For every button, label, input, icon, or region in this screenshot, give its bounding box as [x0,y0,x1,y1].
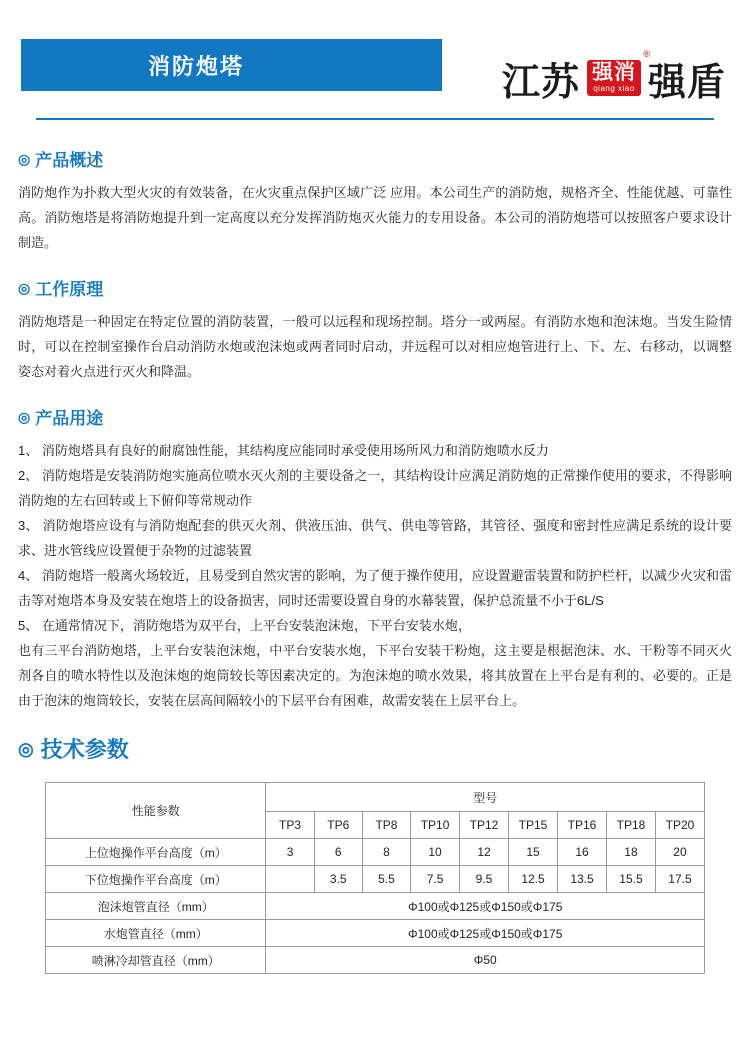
page-header [18,0,732,126]
paragraph: 2、 消防炮塔是安装消防炮实施高位喷水灭火剂的主要设备之一，其结构设计应满足消防炮的正常操作使用的要求，不得影响消防炮的左右回转或上下俯仰等常规动作 [18,468,732,508]
circle-bullet-icon: ◎ [18,150,31,167]
table-row [46,920,705,947]
section-product-overview [18,146,732,255]
page-title: 消防炮塔 [148,53,245,79]
row-label: 上位炮操作平台高度（m） [46,839,266,866]
paragraph: 1、 消防炮塔具有良好的耐腐蚀性能，其结构度应能同时承受使用场所风力和消防炮喷水反力 [18,443,549,458]
row-label: 喷淋冷却管直径（mm） [46,947,266,974]
section-body [18,438,732,713]
model-cell: TP18 [606,812,655,839]
data-cell [266,866,314,893]
section-body [18,309,732,384]
model-cell: TP3 [266,812,314,839]
data-cell: 7.5 [411,866,460,893]
model-header-cell: 型号 [266,783,705,812]
section-title: 产品概述 [35,151,104,170]
table-row [46,866,705,893]
model-cell: TP10 [411,812,460,839]
section-heading [18,733,732,764]
model-cell: TP20 [655,812,704,839]
data-cell-merged: Φ50 [266,947,705,974]
section-heading [18,146,732,171]
section-product-uses [18,404,732,713]
circle-bullet-icon: ◎ [18,408,31,425]
data-cell-merged: Φ100或Φ125或Φ150或Φ175 [266,893,705,920]
section-title: 技术参数 [40,737,129,762]
row-label: 水炮管直径（mm） [46,920,266,947]
data-cell: 13.5 [558,866,607,893]
section-technical-parameters [18,733,732,974]
header-divider [36,118,714,120]
row-label: 泡沫炮管直径（mm） [46,893,266,920]
paragraph: 3、 消防炮塔应设有与消防炮配套的供灭火剂、供液压油、供气、供电等管路，其管径、强度和密封性应满足系统的设计要求、进水管线应设置便于杂物的过滤装置 [18,518,732,558]
paragraph: 4、 消防炮塔一般离火场较近，且易受到自然灾害的影响，为了便于操作使用，应设置避雷装置和防护栏杆，以减少火灾和雷击等对炮塔本身及安装在炮塔上的设备损害，同时还需要设置自身的水幕装置，保护总流量不小于6L/S [18,568,732,608]
data-cell: 12 [460,839,509,866]
data-cell: 3.5 [314,866,362,893]
brand-text-left: 江苏 [501,61,580,104]
brand-text-right: 强盾 [647,61,726,104]
table-row [46,893,705,920]
data-cell: 8 [362,839,410,866]
table-row [46,783,705,812]
spec-table [45,782,705,974]
data-cell-merged: Φ100或Φ125或Φ150或Φ175 [266,920,705,947]
model-cell: TP12 [460,812,509,839]
page-title-banner [21,39,442,91]
row-label: 下位炮操作平台高度（m） [46,866,266,893]
section-title: 工作原理 [35,280,104,299]
data-cell: 6 [314,839,362,866]
data-cell: 20 [655,839,704,866]
data-cell: 15.5 [606,866,655,893]
param-header-cell: 性能参数 [46,783,266,839]
data-cell: 18 [606,839,655,866]
model-cell: TP8 [362,812,410,839]
section-working-principle [18,275,732,384]
section-body [18,180,732,255]
model-cell: TP6 [314,812,362,839]
table-row [46,839,705,866]
paragraph: 也有三平台消防炮塔，上平台安装泡沫炮，中平台安装水炮，下平台安装干粉炮，这主要是根据泡沫、水、干粉等不同灭火剂各自的喷水特性以及泡沫炮的炮筒较长等因素决定的。为泡沫炮的喷水效果，将其放置在上平台是有利的、必要的。正是由于泡沫的炮筒较长，安装在层高间隔较小的下层平台有困难，故需安装在上层平台上。 [18,643,732,708]
data-cell: 9.5 [460,866,509,893]
circle-bullet-icon: ◎ [18,279,31,296]
company-logo [502,50,726,106]
circle-bullet-icon: ◎ [18,738,34,759]
section-heading [18,404,732,429]
paragraph: 消防炮作为扑救大型火灾的有效装备，在火灾重点保护区域广泛 应用。本公司生产的消防炮，规格齐全、性能优越、可靠性高。消防炮塔是将消防炮提升到一定高度以充分发挥消防炮灭火能力的专用设备。本公司的消防炮塔可以按照客户要求设计制造。 [18,185,732,250]
model-cell: TP15 [509,812,558,839]
brand-badge [587,49,650,96]
data-cell: 16 [558,839,607,866]
section-heading [18,275,732,300]
table-row [46,947,705,974]
brand-badge-cn: 强消 [591,60,636,84]
data-cell: 5.5 [362,866,410,893]
spec-table-wrapper [18,782,732,974]
registered-trademark-icon: ® [643,49,650,59]
paragraph: 5、 在通常情况下，消防炮塔为双平台，上平台安装泡沫炮，下平台安装水炮， [18,618,471,633]
data-cell: 10 [411,839,460,866]
data-cell: 3 [266,839,314,866]
data-cell: 15 [509,839,558,866]
section-title: 产品用途 [35,409,104,428]
model-cell: TP16 [558,812,607,839]
data-cell: 17.5 [655,866,704,893]
data-cell: 12.5 [509,866,558,893]
brand-badge-pinyin: qiang xiao [593,84,635,93]
paragraph: 消防炮塔是一种固定在特定位置的消防装置，一般可以远程和现场控制。塔分一或两屋。有消防水炮和泡沫炮。当发生险情时，可以在控制室操作台启动消防水炮或泡沫炮或两者同时启动，并远程可以对相应炮管进行上、下、左、右移动，以调整姿态对着火点进行灭火和降温。 [18,314,732,379]
